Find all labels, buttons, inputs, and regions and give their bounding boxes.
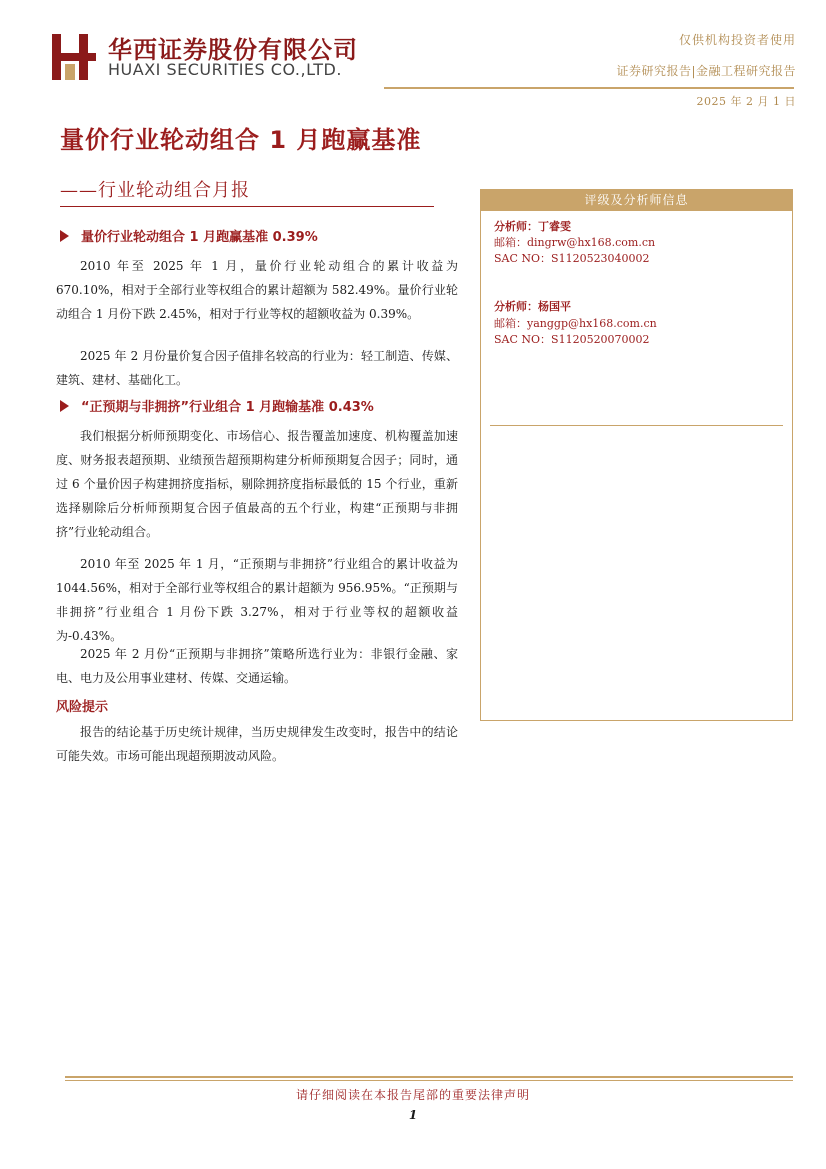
analyst-name: 分析师：丁睿雯 [494,220,571,233]
body-paragraph: 2010 年至 2025 年 1 月，量价行业轮动组合的累计收益为 670.10%，相对于全部行业等权组合的累计超额为 582.49%。量价行业轮动组合 1 月份下跌 2.45%，相对于行业等权的超额收益为 0.39%。 [56,259,458,321]
section-heading [60,226,318,245]
page-number: 1 [408,1108,418,1122]
legal-notice: 请仔细阅读在本报告尾部的重要法律声明 [295,1088,530,1102]
analyst-email[interactable]: 邮箱：dingrw@hx168.com.cn [494,236,656,249]
section-heading-text: 量价行业轮动组合 1 月跑赢基准 0.39% [81,230,318,245]
report-date: 2025 年 2 月 1 日 [696,95,796,108]
report-category: 证券研究报告|金融工程研究报告 [616,64,796,78]
risk-text: 报告的结论基于历史统计规律，当历史规律发生改变时，报告中的结论可能失效。市场可能出现超预期波动风险。 [56,725,458,763]
analyst-sac: SAC NO：S1120520070002 [494,333,650,346]
panel-divider [490,425,783,426]
subtitle-underline [60,206,434,207]
analyst-name: 分析师：杨国平 [494,300,571,313]
section-heading-text: “正预期与非拥挤”行业组合 1 月跑输基准 0.43% [81,400,374,415]
company-name-cn: 华西证券股份有限公司 [108,36,358,64]
report-title: 量价行业轮动组合 1 月跑赢基准 [60,126,422,154]
report-subtitle: ——行业轮动组合月报 [60,180,250,201]
triangle-bullet-icon [60,230,69,242]
audience-notice: 仅供机构投资者使用 [678,33,796,47]
body-paragraph: 我们根据分析师预期变化、市场信心、报告覆盖加速度、机构覆盖加速度、财务报表超预期、业绩预告超预期构建分析师预期复合因子；同时，通过 6 个量价因子构建拥挤度指标，剔除拥挤度指标最低的 15 个行业，重新选择剔除后分析师预期复合因子值最高的五个行业，构建“正预期与非拥挤”行业轮动组合。 [56,429,458,539]
huaxi-logo-icon [52,34,96,80]
risk-heading: 风险提示 [56,700,109,715]
section-heading [60,396,374,415]
triangle-bullet-icon [60,400,69,412]
company-name-en: HUAXI SECURITIES CO.,LTD. [108,60,342,79]
analyst-email[interactable]: 邮箱：yanggp@hx168.com.cn [494,317,657,330]
header-divider [384,87,794,89]
body-paragraph: 2010 年至 2025 年 1 月，“正预期与非拥挤”行业组合的累计收益为 1044.56%，相对于全部行业等权组合的累计超额为 956.95%。“正预期与非拥挤”行业组合 1 月份下跌 3.27%，相对于行业等权的超额收益为-0.43%。 [56,557,458,643]
analyst-panel [480,189,793,721]
analyst-panel-heading: 评级及分析师信息 [480,189,793,211]
body-paragraph: 2025 年 2 月份“正预期与非拥挤”策略所选行业为：非银行金融、家电、电力及公用事业建材、传媒、交通运输。 [56,647,458,685]
body-paragraph: 2025 年 2 月份量价复合因子值排名较高的行业为：轻工制造、传媒、建筑、建材、基础化工。 [56,349,458,387]
analyst-sac: SAC NO：S1120523040002 [494,252,650,265]
footer-divider-thin [65,1080,793,1081]
footer-divider [65,1076,793,1078]
